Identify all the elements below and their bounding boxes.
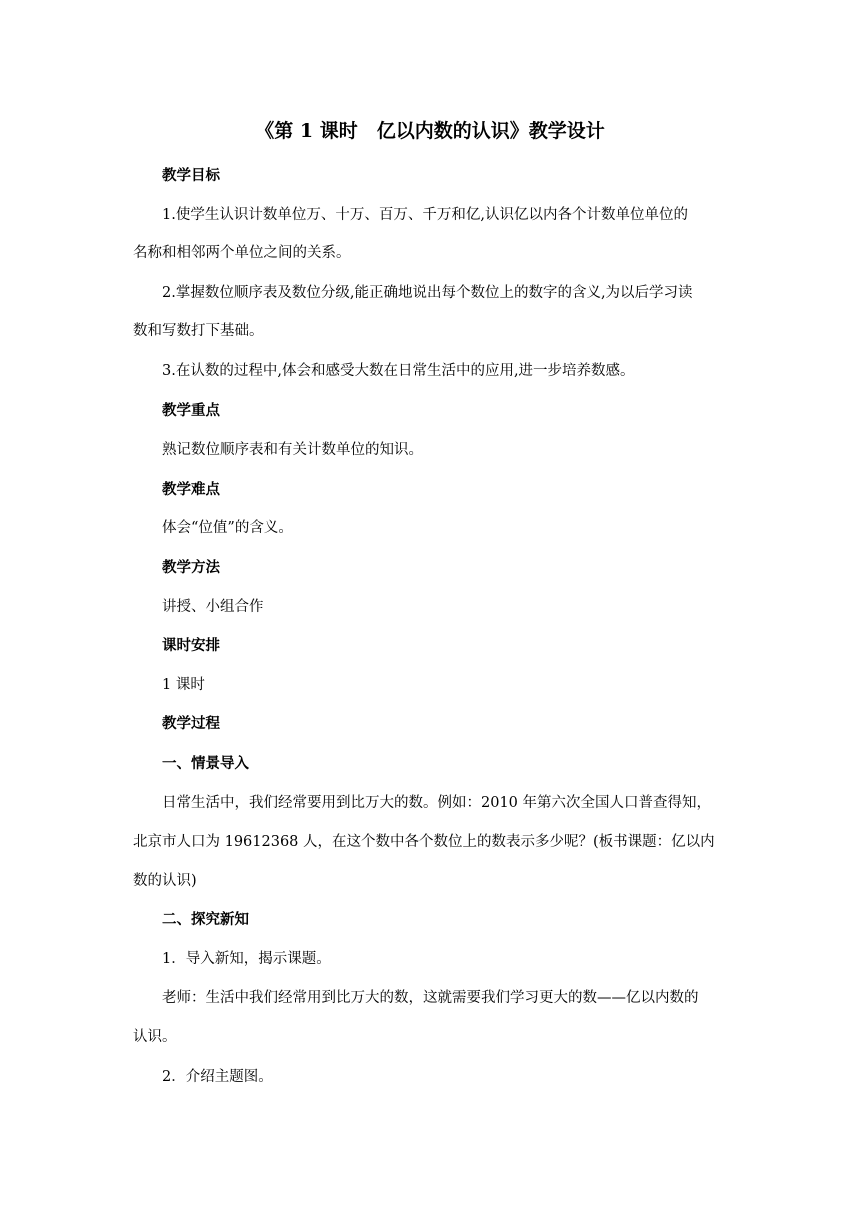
methods-heading: 教学方法 xyxy=(162,560,220,576)
objectives-heading: 教学目标 xyxy=(162,168,220,184)
objective-2-line-1: 2.掌握数位顺序表及数位分级,能正确地说出每个数位上的数字的含义,为以后学习读 xyxy=(162,285,693,301)
objective-3: 3.在认数的过程中,体会和感受大数在日常生活中的应用,进一步培养数感。 xyxy=(162,363,635,379)
key-points-heading: 教学重点 xyxy=(162,403,220,419)
step-2-text: 2．介绍主题图。 xyxy=(162,1069,273,1085)
schedule-heading: 课时安排 xyxy=(162,638,220,654)
step-1-text: 1．导入新知，揭示课题。 xyxy=(162,951,331,967)
schedule-text: 1 课时 xyxy=(162,677,205,693)
difficulty-text: 体会“位值”的含义。 xyxy=(162,520,293,536)
section-2-heading: 二、探究新知 xyxy=(162,912,249,928)
section-1-line-1: 日常生活中，我们经常要用到比万大的数。例如：2010 年第六次全国人口普查得知， xyxy=(162,795,712,811)
methods-text: 讲授、小组合作 xyxy=(162,599,264,615)
teacher-line-2: 认识。 xyxy=(133,1029,177,1045)
key-points-text: 熟记数位顺序表和有关计数单位的知识。 xyxy=(162,442,423,458)
teacher-line-1: 老师：生活中我们经常用到比万大的数，这就需要我们学习更大的数——亿以内数的 xyxy=(162,990,699,1006)
section-1-heading: 一、情景导入 xyxy=(162,756,249,772)
objective-2-line-2: 数和写数打下基础。 xyxy=(133,323,264,339)
section-1-line-2: 北京市人口为 19612368 人，在这个数中各个数位上的数表示多少呢？(板书课题：亿以内 xyxy=(133,834,715,850)
objective-1-line-2: 名称和相邻两个单位之间的关系。 xyxy=(133,245,351,261)
section-1-line-3: 数的认识) xyxy=(133,873,197,889)
difficulty-heading: 教学难点 xyxy=(162,482,220,498)
document-title: 《第 1 课时 亿以内数的认识》教学设计 xyxy=(255,120,605,142)
objective-1-line-1: 1.使学生认识计数单位万、十万、百万、千万和亿,认识亿以内各个计数单位单位的 xyxy=(162,207,688,223)
process-heading: 教学过程 xyxy=(162,716,220,732)
